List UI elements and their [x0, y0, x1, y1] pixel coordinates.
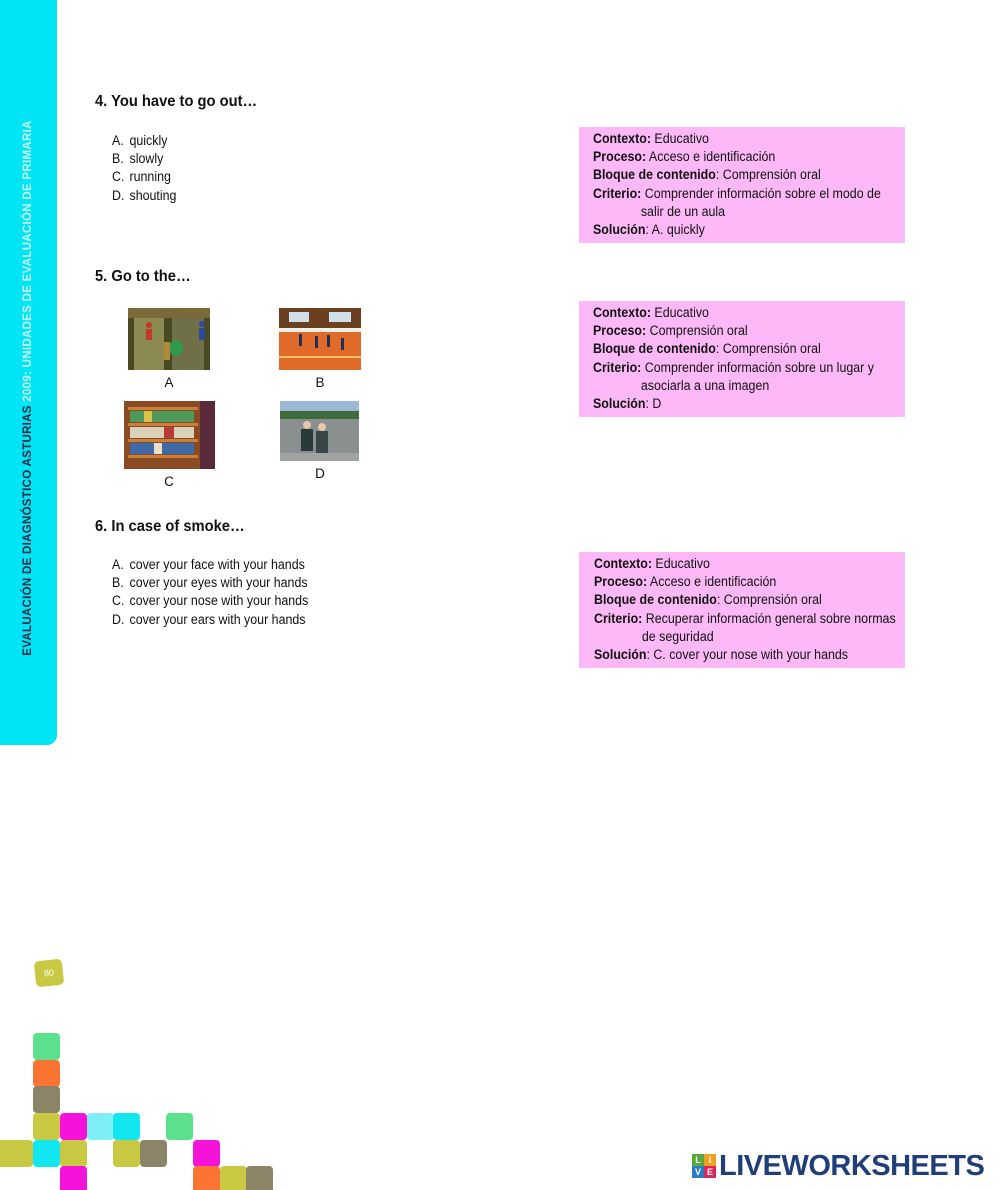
info-contexto: Contexto: Educativo: [593, 305, 709, 320]
deco-square: [220, 1166, 247, 1190]
question-4-info-box: [579, 127, 905, 243]
library-image[interactable]: [124, 401, 215, 469]
option-text: quickly: [129, 133, 168, 148]
option-letter: C.: [112, 593, 125, 609]
playground-image[interactable]: [280, 401, 359, 461]
option-text: running: [129, 169, 171, 185]
info-contexto: Contexto: Educativo: [593, 131, 709, 146]
deco-square: [166, 1113, 193, 1140]
option-letter: B.: [112, 151, 124, 167]
deco-square: [33, 1060, 60, 1087]
option-text: cover your ears with your hands: [129, 611, 306, 627]
option-text: cover your eyes with your hands: [129, 575, 308, 591]
question-6-option-d[interactable]: [112, 611, 308, 629]
restroom-sign-image[interactable]: [128, 308, 210, 370]
image-label-a: A: [164, 375, 174, 390]
option-text: shouting: [129, 187, 177, 203]
question-4-option-a[interactable]: [112, 132, 176, 150]
liveworksheets-logo-icon: L I V E: [692, 1154, 716, 1178]
info-criterio: Criterio: Recuperar información general sobre normas: [594, 610, 896, 626]
question-4-option-b[interactable]: [112, 150, 176, 168]
question-4-options: [112, 132, 182, 205]
option-text: slowly: [129, 151, 164, 167]
deco-square: [246, 1166, 273, 1190]
deco-square: [87, 1113, 114, 1140]
question-4-option-d[interactable]: [112, 187, 176, 205]
question-5-title: 5. Go to the…: [95, 268, 191, 285]
deco-square: [193, 1140, 220, 1167]
info-solucion: Solución: A. quickly: [593, 222, 705, 238]
sidebar-title: [22, 120, 34, 655]
info-bloque: Bloque de contenido: Comprensión oral: [593, 341, 821, 357]
question-4-option-c[interactable]: [112, 168, 176, 186]
gym-image[interactable]: [279, 308, 361, 370]
info-bloque: Bloque de contenido: Comprensión oral: [593, 167, 821, 183]
option-letter: A.: [112, 557, 124, 572]
sidebar-band: [0, 0, 57, 745]
page-number-badge: 80: [34, 959, 65, 988]
option-text: cover your face with your hands: [129, 557, 305, 572]
question-6-options: [112, 556, 325, 629]
option-letter: D.: [112, 611, 125, 627]
option-text: cover your nose with your hands: [129, 593, 309, 609]
image-label-d: D: [315, 466, 325, 481]
deco-square: [60, 1140, 87, 1167]
sidebar-title-main: EVALUACIÓN DE DIAGNÓSTICO ASTURIAS: [22, 405, 34, 656]
info-criterio-cont: salir de un aula: [640, 203, 726, 219]
info-contexto: Contexto: Educativo: [594, 556, 710, 571]
info-proceso: Proceso: Acceso e identificación: [593, 149, 776, 165]
question-6-title: 6. In case of smoke…: [95, 518, 245, 535]
liveworksheets-logo-text: LIVEWORKSHEETS: [719, 1149, 985, 1182]
deco-square: [60, 1113, 87, 1140]
info-solucion: Solución: C. cover your nose with your hands: [594, 647, 849, 663]
option-letter: D.: [112, 187, 125, 203]
sidebar-title-sub: 2009: UNIDADES DE EVALUACIÓN DE PRIMARIA: [22, 120, 34, 406]
deco-square: [113, 1113, 140, 1140]
image-label-c: C: [164, 474, 174, 489]
deco-square: [0, 1140, 33, 1167]
deco-square: [33, 1113, 60, 1140]
image-label-b: B: [315, 375, 325, 390]
info-criterio-cont: de seguridad: [641, 628, 714, 644]
question-6-option-a[interactable]: [112, 556, 308, 574]
option-letter: B.: [112, 575, 124, 591]
info-criterio: Criterio: Comprender información sobre el modo de: [593, 185, 881, 201]
deco-square: [193, 1166, 220, 1190]
info-bloque: Bloque de contenido: Comprensión oral: [594, 592, 822, 608]
question-4-title: 4. You have to go out…: [95, 93, 258, 110]
deco-square: [113, 1140, 140, 1167]
info-proceso: Proceso: Comprensión oral: [593, 323, 748, 339]
question-6-option-b[interactable]: [112, 574, 308, 592]
question-6-info-box: [579, 552, 905, 668]
deco-square: [33, 1033, 60, 1060]
option-letter: A.: [112, 133, 124, 148]
info-solucion: Solución: D: [593, 396, 662, 412]
question-6-option-c[interactable]: [112, 592, 308, 610]
deco-square: [33, 1140, 60, 1167]
deco-square: [60, 1166, 87, 1190]
info-criterio-cont: asociarla a una imagen: [640, 377, 770, 393]
deco-square: [33, 1086, 60, 1113]
liveworksheets-logo[interactable]: [692, 1150, 984, 1182]
question-5-info-box: [579, 301, 905, 417]
info-proceso: Proceso: Acceso e identificación: [594, 574, 777, 590]
info-criterio: Criterio: Comprender información sobre un lugar y: [593, 359, 874, 375]
option-letter: C.: [112, 169, 125, 185]
deco-square: [140, 1140, 167, 1167]
